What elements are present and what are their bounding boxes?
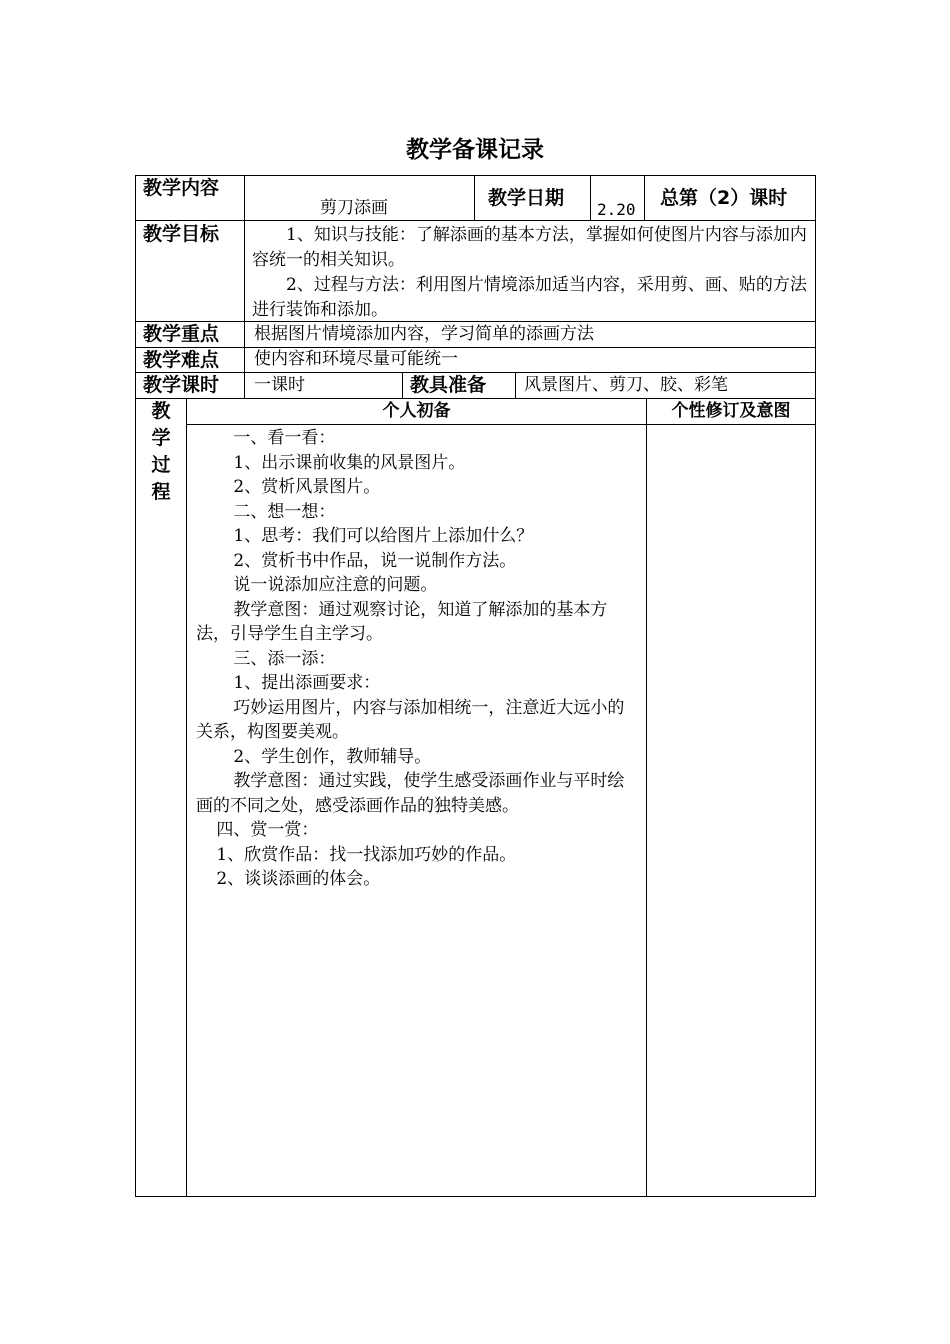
- step-item: 1、思考：我们可以给图片上添加什么？: [233, 526, 534, 546]
- step-heading: 二、想一想：: [233, 501, 336, 522]
- revision-header: 个性修订及意图: [671, 401, 791, 421]
- process-label-char: 教: [151, 400, 171, 422]
- process-label: [136, 398, 186, 506]
- goals-text: [252, 223, 808, 323]
- goal-process: 2、过程与方法：利用图片情境添加适当内容，采用剪、画、贴的方法进行装饰和添加。: [252, 275, 807, 320]
- hours-value: 一课时: [254, 375, 305, 395]
- step-heading: 一、看一看：: [233, 428, 336, 448]
- step-heading: 四、赏一赏：: [216, 820, 319, 840]
- tools-value: 风景图片、剪刀、胶、彩笔: [524, 375, 728, 395]
- key-point-label: 教学重点: [143, 323, 220, 345]
- step-item: 2、学生创作，教师辅导。: [233, 746, 432, 767]
- process-label-char: 过: [151, 454, 171, 476]
- goal-knowledge: 1、知识与技能：了解添画的基本方法，掌握如何使图片内容与添加内容统一的相关知识。: [252, 225, 807, 270]
- step-item: 2、谈谈添画的体会。: [216, 869, 381, 889]
- process-label-char: 程: [151, 481, 171, 503]
- hours-label: 教学课时: [143, 374, 220, 396]
- step-item: 2、赏析风景图片。: [233, 477, 381, 497]
- step-heading: 三、添一添：: [233, 648, 336, 669]
- difficulty-label: 教学难点: [143, 349, 220, 371]
- process-content: [196, 426, 640, 892]
- date-label: 教学日期: [488, 187, 565, 209]
- step-item: 说一说添加应注意的问题。: [233, 575, 438, 595]
- step-item: 1、欣赏作品：找一找添加巧妙的作品。: [216, 844, 517, 865]
- key-point-value: 根据图片情境添加内容，学习简单的添画方法: [254, 324, 594, 344]
- personal-prep-header: 个人初备: [382, 401, 451, 421]
- teaching-intent: 教学意图：通过观察讨论，知道了解添加的基本方法，引导学生自主学习。: [196, 599, 608, 644]
- content-value: 剪刀添画: [320, 198, 388, 218]
- tools-label: 教具准备: [410, 374, 487, 396]
- step-item: 2、赏析书中作品，说一说制作方法。: [233, 550, 517, 571]
- teaching-intent: 教学意图：通过实践，使学生感受添画作业与平时绘画的不同之处，感受添画作品的独特美感。: [196, 771, 625, 816]
- step-item: 1、出示课前收集的风景图片。: [233, 452, 466, 473]
- date-value: 2.20: [597, 200, 636, 219]
- page-title: 教学备课记录: [406, 137, 544, 163]
- step-item: 巧妙运用图片，内容与添加相统一，注意近大远小的关系，构图要美观。: [196, 697, 625, 742]
- content-label: 教学内容: [143, 177, 220, 199]
- total-lesson-label: 总第（2）课时: [660, 187, 788, 209]
- goals-label: 教学目标: [143, 223, 220, 245]
- step-item: 1、提出添画要求：: [233, 673, 381, 693]
- difficulty-value: 使内容和环境尽量可能统一: [254, 349, 458, 369]
- process-label-char: 学: [151, 427, 171, 449]
